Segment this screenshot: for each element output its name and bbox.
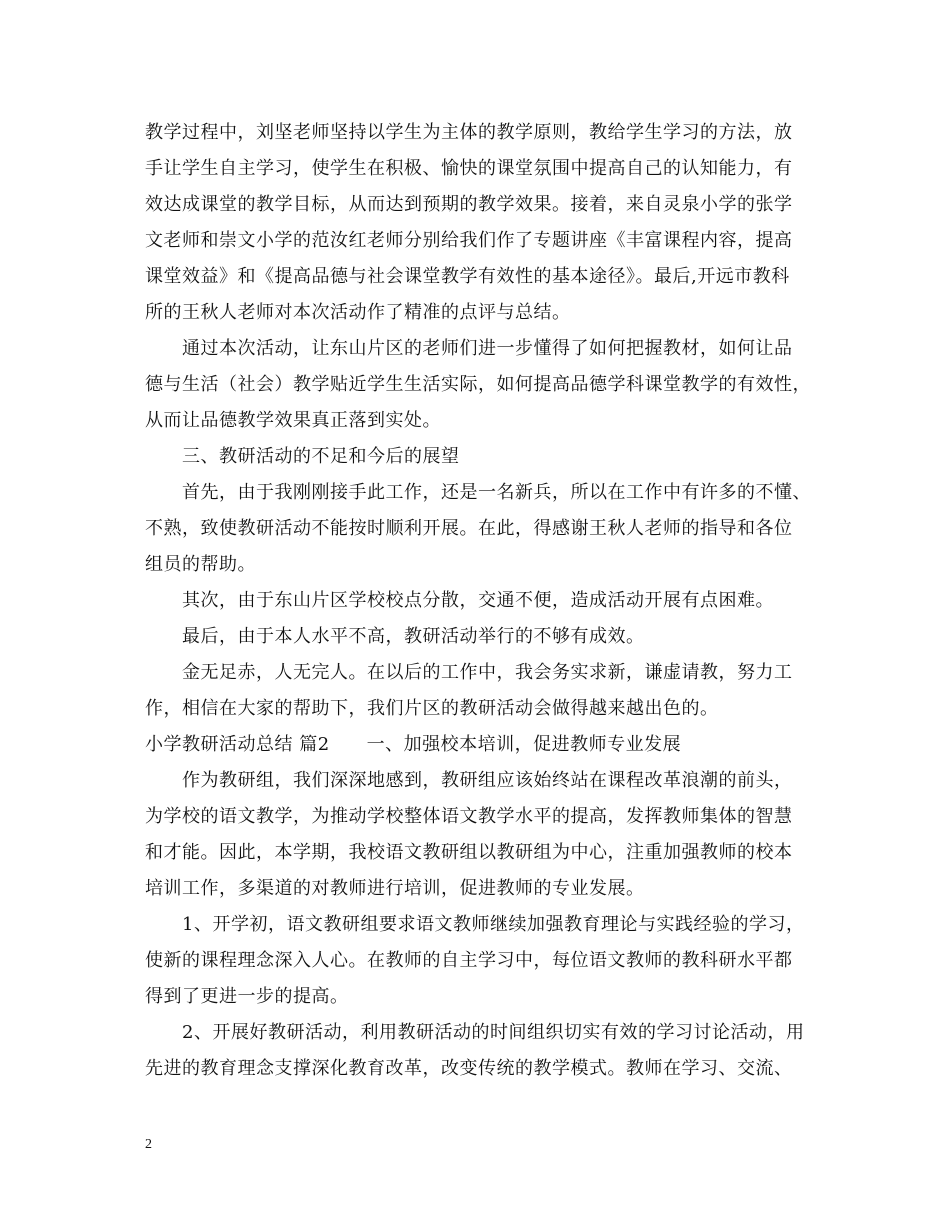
text-line: 从而让品德教学效果真正落到实处。 — [145, 410, 441, 431]
section-heading: 三、教研活动的不足和今后的展望 — [182, 446, 460, 467]
article-heading: 小学教研活动总结 篇2 一、加强校本培训，促进教师专业发展 — [145, 734, 682, 755]
text-line: 所的王秋人老师对本次活动作了精准的点评与总结。 — [145, 302, 571, 323]
text-line: 作，相信在大家的帮助下，我们片区的教研活动会做得越来越出色的。 — [145, 698, 719, 719]
page-number: 2 — [145, 1137, 152, 1152]
text-line: 和才能。因此，本学期，我校语文教研组以教研组为中心，注重加强教师的校本 — [145, 842, 793, 863]
text-line: 最后，由于本人水平不高，教研活动举行的不够有成效。 — [182, 626, 645, 647]
text-line: 课堂效益》和《提高品德与社会课堂教学有效性的基本途径》。最后,开远市教科 — [145, 266, 790, 287]
text-line: 2、开展好教研活动，利用教研活动的时间组织切实有效的学习讨论活动，用 — [182, 1022, 805, 1043]
text-line: 通过本次活动，让东山片区的老师们进一步懂得了如何把握教材，如何让品 — [182, 338, 793, 359]
text-line: 为学校的语文教学，为推动学校整体语文教学水平的提高，发挥教师集体的智慧 — [145, 806, 793, 827]
text-line: 不熟，致使教研活动不能按时顺利开展。在此，得感谢王秋人老师的指导和各位 — [145, 518, 793, 539]
text-line: 首先，由于我刚刚接手此工作，还是一名新兵，所以在工作中有许多的不懂、 — [182, 482, 811, 503]
text-line: 金无足赤，人无完人。在以后的工作中，我会务实求新，谦虚请教，努力工 — [182, 662, 793, 683]
text-line: 其次，由于东山片区学校校点分散，交通不便，造成活动开展有点困难。 — [182, 590, 774, 611]
text-line: 文老师和崇文小学的范汝红老师分别给我们作了专题讲座《丰富课程内容，提高 — [145, 230, 793, 251]
text-line: 1、开学初，语文教研组要求语文教师继续加强教育理论与实践经验的学习， — [182, 914, 805, 935]
text-line: 德与生活（社会）教学贴近学生生活实际，如何提高品德学科课堂教学的有效性， — [145, 374, 811, 395]
text-line: 作为教研组，我们深深地感到，教研组应该始终站在课程改革浪潮的前头， — [182, 770, 793, 791]
text-line: 教学过程中，刘坚老师坚持以学生为主体的教学原则，教给学生学习的方法，放 — [145, 122, 793, 143]
text-line: 组员的帮助。 — [145, 554, 256, 575]
text-line: 效达成课堂的教学目标，从而达到预期的教学效果。接着，来自灵泉小学的张学 — [145, 194, 793, 215]
text-line: 手让学生自主学习，使学生在积极、愉快的课堂氛围中提高自己的认知能力，有 — [145, 158, 793, 179]
text-line: 得到了更进一步的提高。 — [145, 986, 349, 1007]
text-line: 培训工作，多渠道的对教师进行培训，促进教师的专业发展。 — [145, 878, 645, 899]
text-line: 先进的教育理念支撑深化教育改革，改变传统的教学模式。教师在学习、交流、 — [145, 1058, 793, 1079]
text-line: 使新的课程理念深入人心。在教师的自主学习中，每位语文教师的教科研水平都 — [145, 950, 793, 971]
